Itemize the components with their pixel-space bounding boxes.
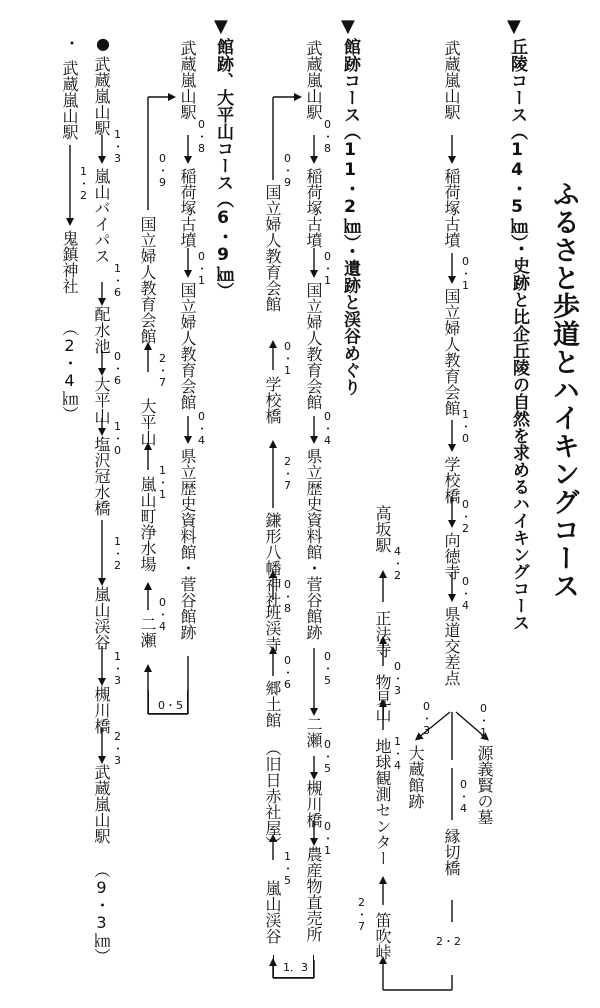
- kyuryo-node-kotokuji: 向徳寺: [442, 532, 461, 580]
- kyuryo-dist-takasaka: 4・2: [391, 545, 404, 582]
- iseki-dist-3: 0・4: [321, 410, 334, 447]
- kyuryo-dist-4: 0・4: [459, 575, 472, 612]
- baipasu-node-haisuichi: 配水池: [92, 306, 111, 354]
- yakata-dist-2: 0・1: [195, 250, 208, 287]
- iseki-return-nisseki: （旧日赤社屋）: [263, 740, 282, 852]
- kyuryo-node-kosaten: 県道交差点: [442, 606, 461, 686]
- baipasu-node-ohirayama: 大平山: [92, 376, 111, 424]
- yakata-node-start: 武蔵嵐山駅: [178, 40, 197, 120]
- yakata-return-futase: 二瀬: [138, 616, 157, 648]
- iseki-dist-5: 0・5: [321, 738, 334, 775]
- baipasu-dist-2: 1・6: [111, 262, 124, 299]
- yakata-bottom-box: [148, 690, 188, 714]
- kichin-dist-1: 1・2: [77, 165, 90, 202]
- iseki-return-kyodokan: 郷土館: [263, 680, 282, 728]
- iseki-dist-2: 0・1: [321, 250, 334, 287]
- kyuryo-dist-bottom: 2・2: [436, 935, 461, 948]
- iseki-rdist-3: 2・7: [281, 455, 294, 492]
- course-yakata-heading: 館跡、大平山コース（6・9㎞）: [213, 38, 233, 299]
- kyuryo-dist-left-from: 0・3: [420, 700, 433, 737]
- kichin-total: （2・4㎞）: [60, 320, 79, 422]
- kyuryo-dist-enkiri: 0・4: [457, 778, 470, 815]
- course-iseki-heading: 館跡コース（11・2㎞）・遺跡と渓谷めぐり: [340, 38, 360, 396]
- kyuryo-dist-2: 1・0: [459, 408, 472, 445]
- iseki-rdist-2: 0・1: [281, 340, 294, 377]
- baipasu-dist-7: 2・3: [111, 730, 124, 767]
- iseki-rdist-5: 0・6: [281, 654, 294, 691]
- kyuryo-node-takasaka: 高坂駅: [373, 505, 392, 553]
- iseki-node-tsukigawa: 槻川橋: [304, 780, 323, 828]
- course-kyuryo-heading: 丘陵コース（14・5㎞）: [507, 38, 527, 251]
- yakata-dist-bottom: 0・5: [158, 699, 183, 712]
- baipasu-total: （9・3㎞）: [92, 862, 111, 964]
- page-title: ふるさと歩道とハイキングコース: [548, 180, 579, 600]
- yakata-return-ohirayama: 大平山: [138, 398, 157, 446]
- kyuryo-node-kaikan: 国立婦人教育会館: [442, 288, 461, 416]
- iseki-dist-4: 0・5: [321, 650, 334, 687]
- baipasu-dist-3: 0・6: [111, 350, 124, 387]
- baipasu-node-tsukigawa: 槻川橋: [92, 686, 111, 734]
- yakata-rdist-2: 2・7: [156, 352, 169, 389]
- kyuryo-node-inarizuka: 稲荷塚古墳: [442, 168, 461, 248]
- baipasu-node-bypass: 嵐山バイパス: [92, 168, 111, 264]
- kyuryo-node-chikyu: 地球観測センター: [373, 738, 392, 866]
- iseki-dist-6: 0・1: [321, 820, 334, 857]
- kyuryo-node-monomiyama: 物見山: [373, 674, 392, 722]
- kyuryo-node-enkiri: 縁切橋: [442, 828, 461, 876]
- iseki-dist-1: 0・8: [321, 118, 334, 155]
- baipasu-node-keikoku: 嵐山渓谷: [92, 586, 111, 650]
- kyuryo-node-fuefuki: 笛吹峠: [373, 912, 392, 960]
- kichin-node-jinja: 鬼鎮神社: [60, 230, 79, 294]
- iseki-node-futase: 二瀬: [304, 716, 323, 748]
- iseki-return-kaikan: 国立婦人教育会館: [263, 184, 282, 312]
- yakata-node-kaikan: 国立婦人教育会館: [178, 282, 197, 410]
- yakata-rdist-4: 0・4: [156, 596, 169, 633]
- yakata-rdist-1: 0・9: [156, 152, 169, 189]
- course-yakata-marker: ▼: [214, 16, 228, 37]
- iseki-dist-bottom: 1．3: [283, 961, 308, 974]
- yakata-node-shiryokan: 県立歴史資料館・菅谷館跡: [178, 448, 197, 640]
- iseki-node-inarizuka: 稲荷塚古墳: [304, 168, 323, 248]
- yakata-return-josuijo: 嵐山町浄水場: [138, 476, 157, 572]
- yakata-dist-1: 0・8: [195, 118, 208, 155]
- kyuryo-node-start: 武蔵嵐山駅: [442, 40, 461, 120]
- iseki-return-hachiman: 鎌形八幡神社: [263, 512, 282, 608]
- kyuryo-dist-right-from: 0・1: [477, 702, 490, 739]
- kyuryo-dist-monomiyama: 1・4: [391, 735, 404, 772]
- iseki-return-keikoku: 嵐山渓谷: [263, 880, 282, 944]
- kyuryo-node-shohoji: 正法寺: [373, 610, 392, 658]
- iseki-rdist-6: 1・5: [281, 850, 294, 887]
- course-kichin-marker: ・: [64, 34, 81, 53]
- course-iseki-marker: ▼: [341, 16, 355, 37]
- iseki-rdist-1: 0・9: [281, 152, 294, 189]
- iseki-node-start: 武蔵嵐山駅: [304, 40, 323, 120]
- course-kyuryo-marker: ▼: [507, 16, 521, 37]
- iseki-node-chokubai: 農産物直売所: [304, 846, 323, 942]
- kyuryo-dist-1: 0・1: [459, 255, 472, 292]
- page-subtitle: ・史跡と比企丘陵の自然を求めるハイキングコース: [509, 240, 529, 631]
- kyuryo-node-yoshikata: 源義賢の墓: [475, 745, 494, 825]
- baipasu-dist-6: 1・3: [111, 650, 124, 687]
- yakata-return-kaikan: 国立婦人教育会館: [138, 216, 157, 344]
- kyuryo-node-gakkobashi: 学校橋: [442, 456, 461, 504]
- baipasu-dist-5: 1・2: [111, 535, 124, 572]
- baipasu-node-end: 武蔵嵐山駅: [92, 764, 111, 844]
- baipasu-node-start: 武蔵嵐山駅: [92, 56, 111, 136]
- iseki-node-kaikan: 国立婦人教育会館: [304, 282, 323, 410]
- kichin-node-start: 武蔵嵐山駅: [60, 60, 79, 140]
- iseki-return-hankeiji: 班渓寺: [263, 604, 282, 652]
- iseki-bottom-box: [273, 955, 314, 978]
- yakata-dist-3: 0・4: [195, 410, 208, 447]
- baipasu-node-shiozawa: 塩沢冠水橋: [92, 436, 111, 516]
- yakata-node-inarizuka: 稲荷塚古墳: [178, 168, 197, 248]
- baipasu-dist-1: 1・3: [111, 128, 124, 165]
- baipasu-dist-4: 1・0: [111, 420, 124, 457]
- iseki-rdist-4: 0・8: [281, 578, 294, 615]
- kyuryo-dist-fuefuki: 2・7: [355, 896, 368, 933]
- kyuryo-dist-shohoji: 0・3: [391, 660, 404, 697]
- kyuryo-dist-3: 0・2: [459, 498, 472, 535]
- kyuryo-node-okura: 大蔵館跡: [406, 745, 425, 809]
- course-baipasu-marker: ●: [96, 34, 110, 53]
- yakata-rdist-3: 1・1: [156, 464, 169, 501]
- iseki-return-gakkobashi: 学校橋: [263, 376, 282, 424]
- iseki-node-shiryokan: 県立歴史資料館・菅谷館跡: [304, 448, 323, 640]
